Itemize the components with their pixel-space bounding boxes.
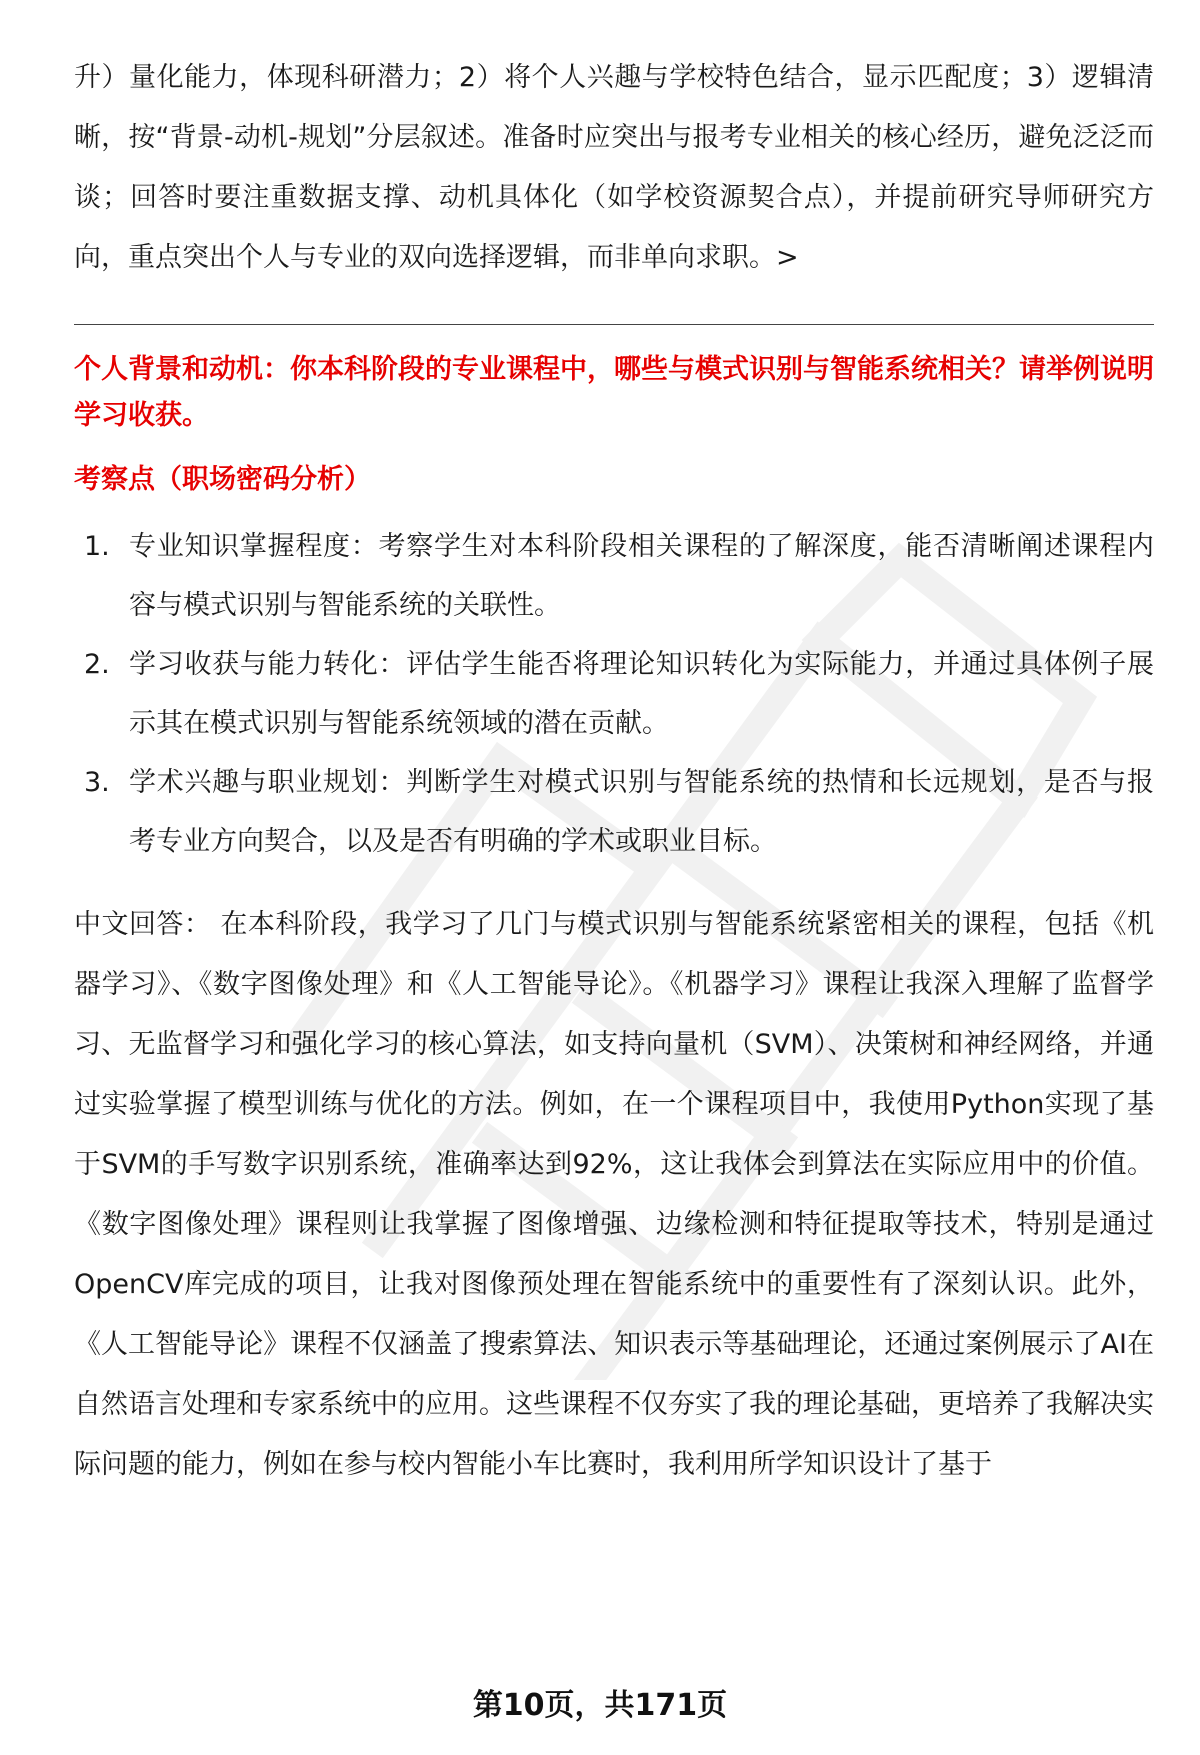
page-footer: 第10页，共171页 [472,1688,728,1723]
list-item [74,635,1154,753]
question-heading: 个人背景和动机：你本科阶段的专业课程中，哪些与模式识别与智能系统相关？请举例说明学习收获。 [74,354,1154,431]
intro-paragraph: 升）量化能力，体现科研潜力；2）将个人兴趣与学校特色结合，显示匹配度；3）逻辑清晰，按“背景-动机-规划”分层叙述。准备时应突出与报考专业相关的核心经历，避免泛泛而谈；回答时要注重数据支撑、动机具体化（如学校资源契合点），并提前研究导师研究方向，重点突出个人与专业的双向选择逻辑，而非单向求职。> [74,62,1154,273]
answer-paragraph: 中文回答： 在本科阶段，我学习了几门与模式识别与智能系统紧密相关的课程，包括《机器学习》、《数字图像处理》和《人工智能导论》。《机器学习》课程让我深入理解了监督学习、无监督学习和强化学习的核心算法，如支持向量机（SVM）、决策树和神经网络，并通过实验掌握了模型训练与优化的方法。例如，在一个课程项目中，我使用Python实现了基于SVM的手写数字识别系统，准确率达到92%，这让我体会到算法在实际应用中的价值。《数字图像处理》课程则让我掌握了图像增强、边缘检测和特征提取等技术，特别是通过OpenCV库完成的项目，让我对图像预处理在智能系统中的重要性有了深刻认识。此外，《人工智能导论》课程不仅涵盖了搜索算法、知识表示等基础理论，还通过案例展示了AI在自然语言处理和专家系统中的应用。这些课程不仅夯实了我的理论基础，更培养了我解决实际问题的能力，例如在参与校内智能小车比赛时，我利用所学知识设计了基于 [74,909,1154,1480]
list-number: 3. [84,767,110,798]
list-item-text: 专业知识掌握程度：考察学生对本科阶段相关课程的了解深度，能否清晰阐述课程内容与模式识别与智能系统的关联性。 [129,531,1154,621]
document-page [74,48,1154,1495]
exam-points-heading: 考察点（职场密码分析） [74,464,371,495]
exam-points-list [74,517,1154,871]
list-item-text: 学术兴趣与职业规划：判断学生对模式识别与智能系统的热情和长远规划，是否与报考专业方向契合，以及是否有明确的学术或职业目标。 [129,767,1154,857]
list-number: 2. [84,649,110,680]
list-number: 1. [84,531,110,562]
list-item [74,753,1154,871]
list-item-text: 学习收获与能力转化：评估学生能否将理论知识转化为实际能力，并通过具体例子展示其在模式识别与智能系统领域的潜在贡献。 [129,649,1154,739]
list-item [74,517,1154,635]
section-divider [74,324,1154,325]
